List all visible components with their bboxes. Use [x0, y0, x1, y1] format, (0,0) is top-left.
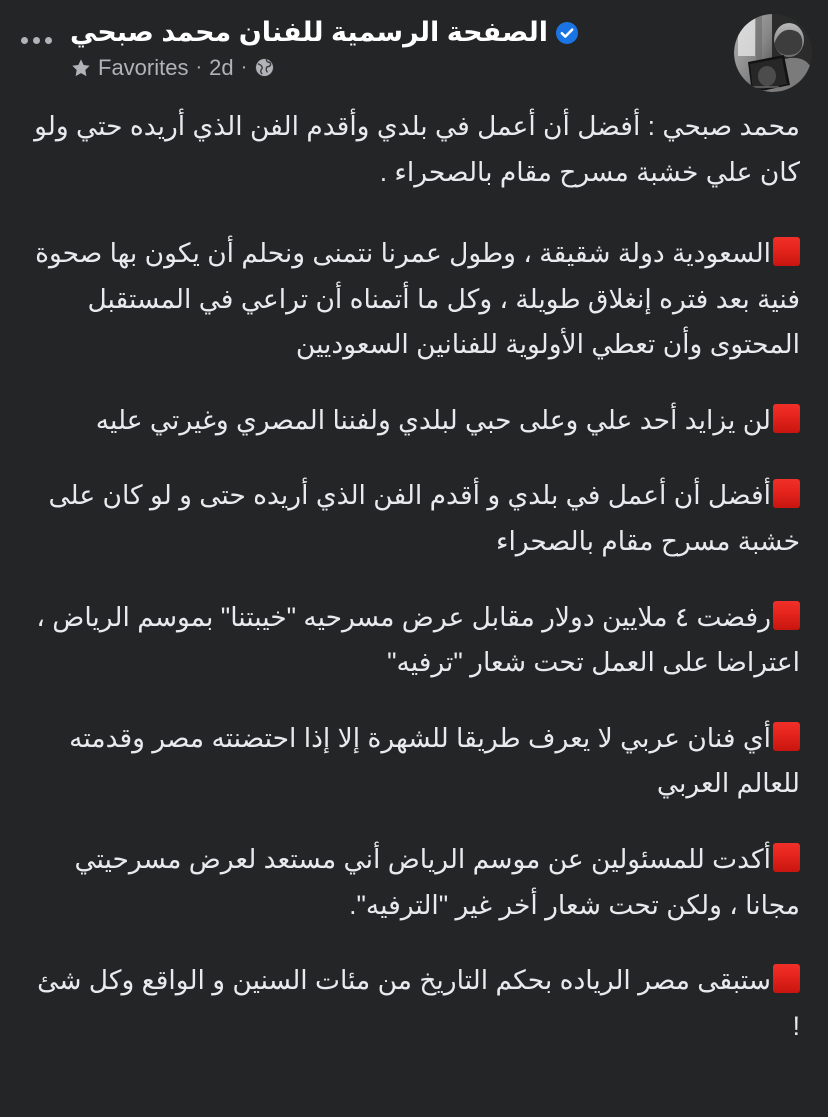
post-paragraph [28, 473, 800, 564]
red-square-icon [773, 843, 800, 872]
post-paragraph [28, 958, 800, 1049]
red-square-icon [773, 722, 800, 751]
star-icon [70, 57, 92, 79]
post-header [0, 0, 828, 100]
paragraph-text: أي فنان عربي لا يعرف طريقا للشهرة إلا إذا احتضنته مصر وقدمته للعالم العربي [69, 722, 800, 799]
post-category-label[interactable]: Favorites [98, 54, 189, 80]
post-paragraph [28, 837, 800, 928]
meta-separator-2: · [240, 56, 248, 79]
author-name-row [70, 16, 724, 50]
ellipsis-dot [45, 37, 52, 44]
paragraph-text: محمد صبحي : أفضل أن أعمل في بلدي وأقدم الفن الذي أريده حتي ولو كان علي خشبة مسرح مقام بالصحراء . [34, 111, 800, 187]
post-options-menu-button[interactable] [14, 18, 58, 62]
post-paragraph [28, 716, 800, 807]
ellipsis-dot [21, 37, 28, 44]
paragraph-text: السعودية دولة شقيقة ، وطول عمرنا نتمنى ونحلم أن يكون بها صحوة فنية بعد فتره إنغلاق طويلة ، وكل ما أتمناه أن تراعي في المستقبل المحتوى وأن تعطي الأولوية للفنانين السعوديين [35, 238, 800, 360]
paragraph-text: ستبقى مصر الرياده بحكم التاريخ من مئات السنين و الواقع وكل شئ ! [37, 965, 800, 1041]
red-square-icon [773, 404, 800, 433]
paragraph-text: لن يزايد أحد علي وعلى حبي لبلدي ولفننا المصري وغيرتي عليه [95, 404, 771, 435]
header-text-block [58, 16, 734, 81]
post-paragraph [28, 595, 800, 686]
post-paragraph [28, 398, 800, 444]
page-name[interactable]: الصفحة الرسمية للفنان محمد صبحي [70, 17, 549, 47]
red-square-icon [773, 601, 800, 630]
avatar[interactable] [734, 14, 812, 92]
meta-separator-1: · [195, 56, 203, 79]
post-paragraph [28, 104, 800, 195]
globe-icon[interactable] [254, 57, 275, 78]
post-meta-row [70, 55, 724, 81]
red-square-icon [773, 964, 800, 993]
red-square-icon [773, 479, 800, 508]
ellipsis-dot [33, 37, 40, 44]
paragraph-text: أفضل أن أعمل في بلدي و أقدم الفن الذي أريده حتى و لو كان على خشبة مسرح مقام بالصحراء [48, 480, 800, 557]
post-timestamp[interactable]: 2d [209, 54, 234, 80]
verified-badge-icon [555, 21, 579, 45]
red-square-icon [773, 237, 800, 266]
paragraph-text: رفضت ٤ ملايين دولار مقابل عرض مسرحيه "خيبتنا" بموسم الرياض ، اعتراضا على العمل تحت شعار "ترفيه" [36, 601, 800, 678]
post-paragraph [28, 231, 800, 368]
post-body [0, 100, 828, 1049]
paragraph-text: أكدت للمسئولين عن موسم الرياض أني مستعد لعرض مسرحيتي مجانا ، ولكن تحت شعار أخر غير "الترفيه". [74, 843, 800, 920]
